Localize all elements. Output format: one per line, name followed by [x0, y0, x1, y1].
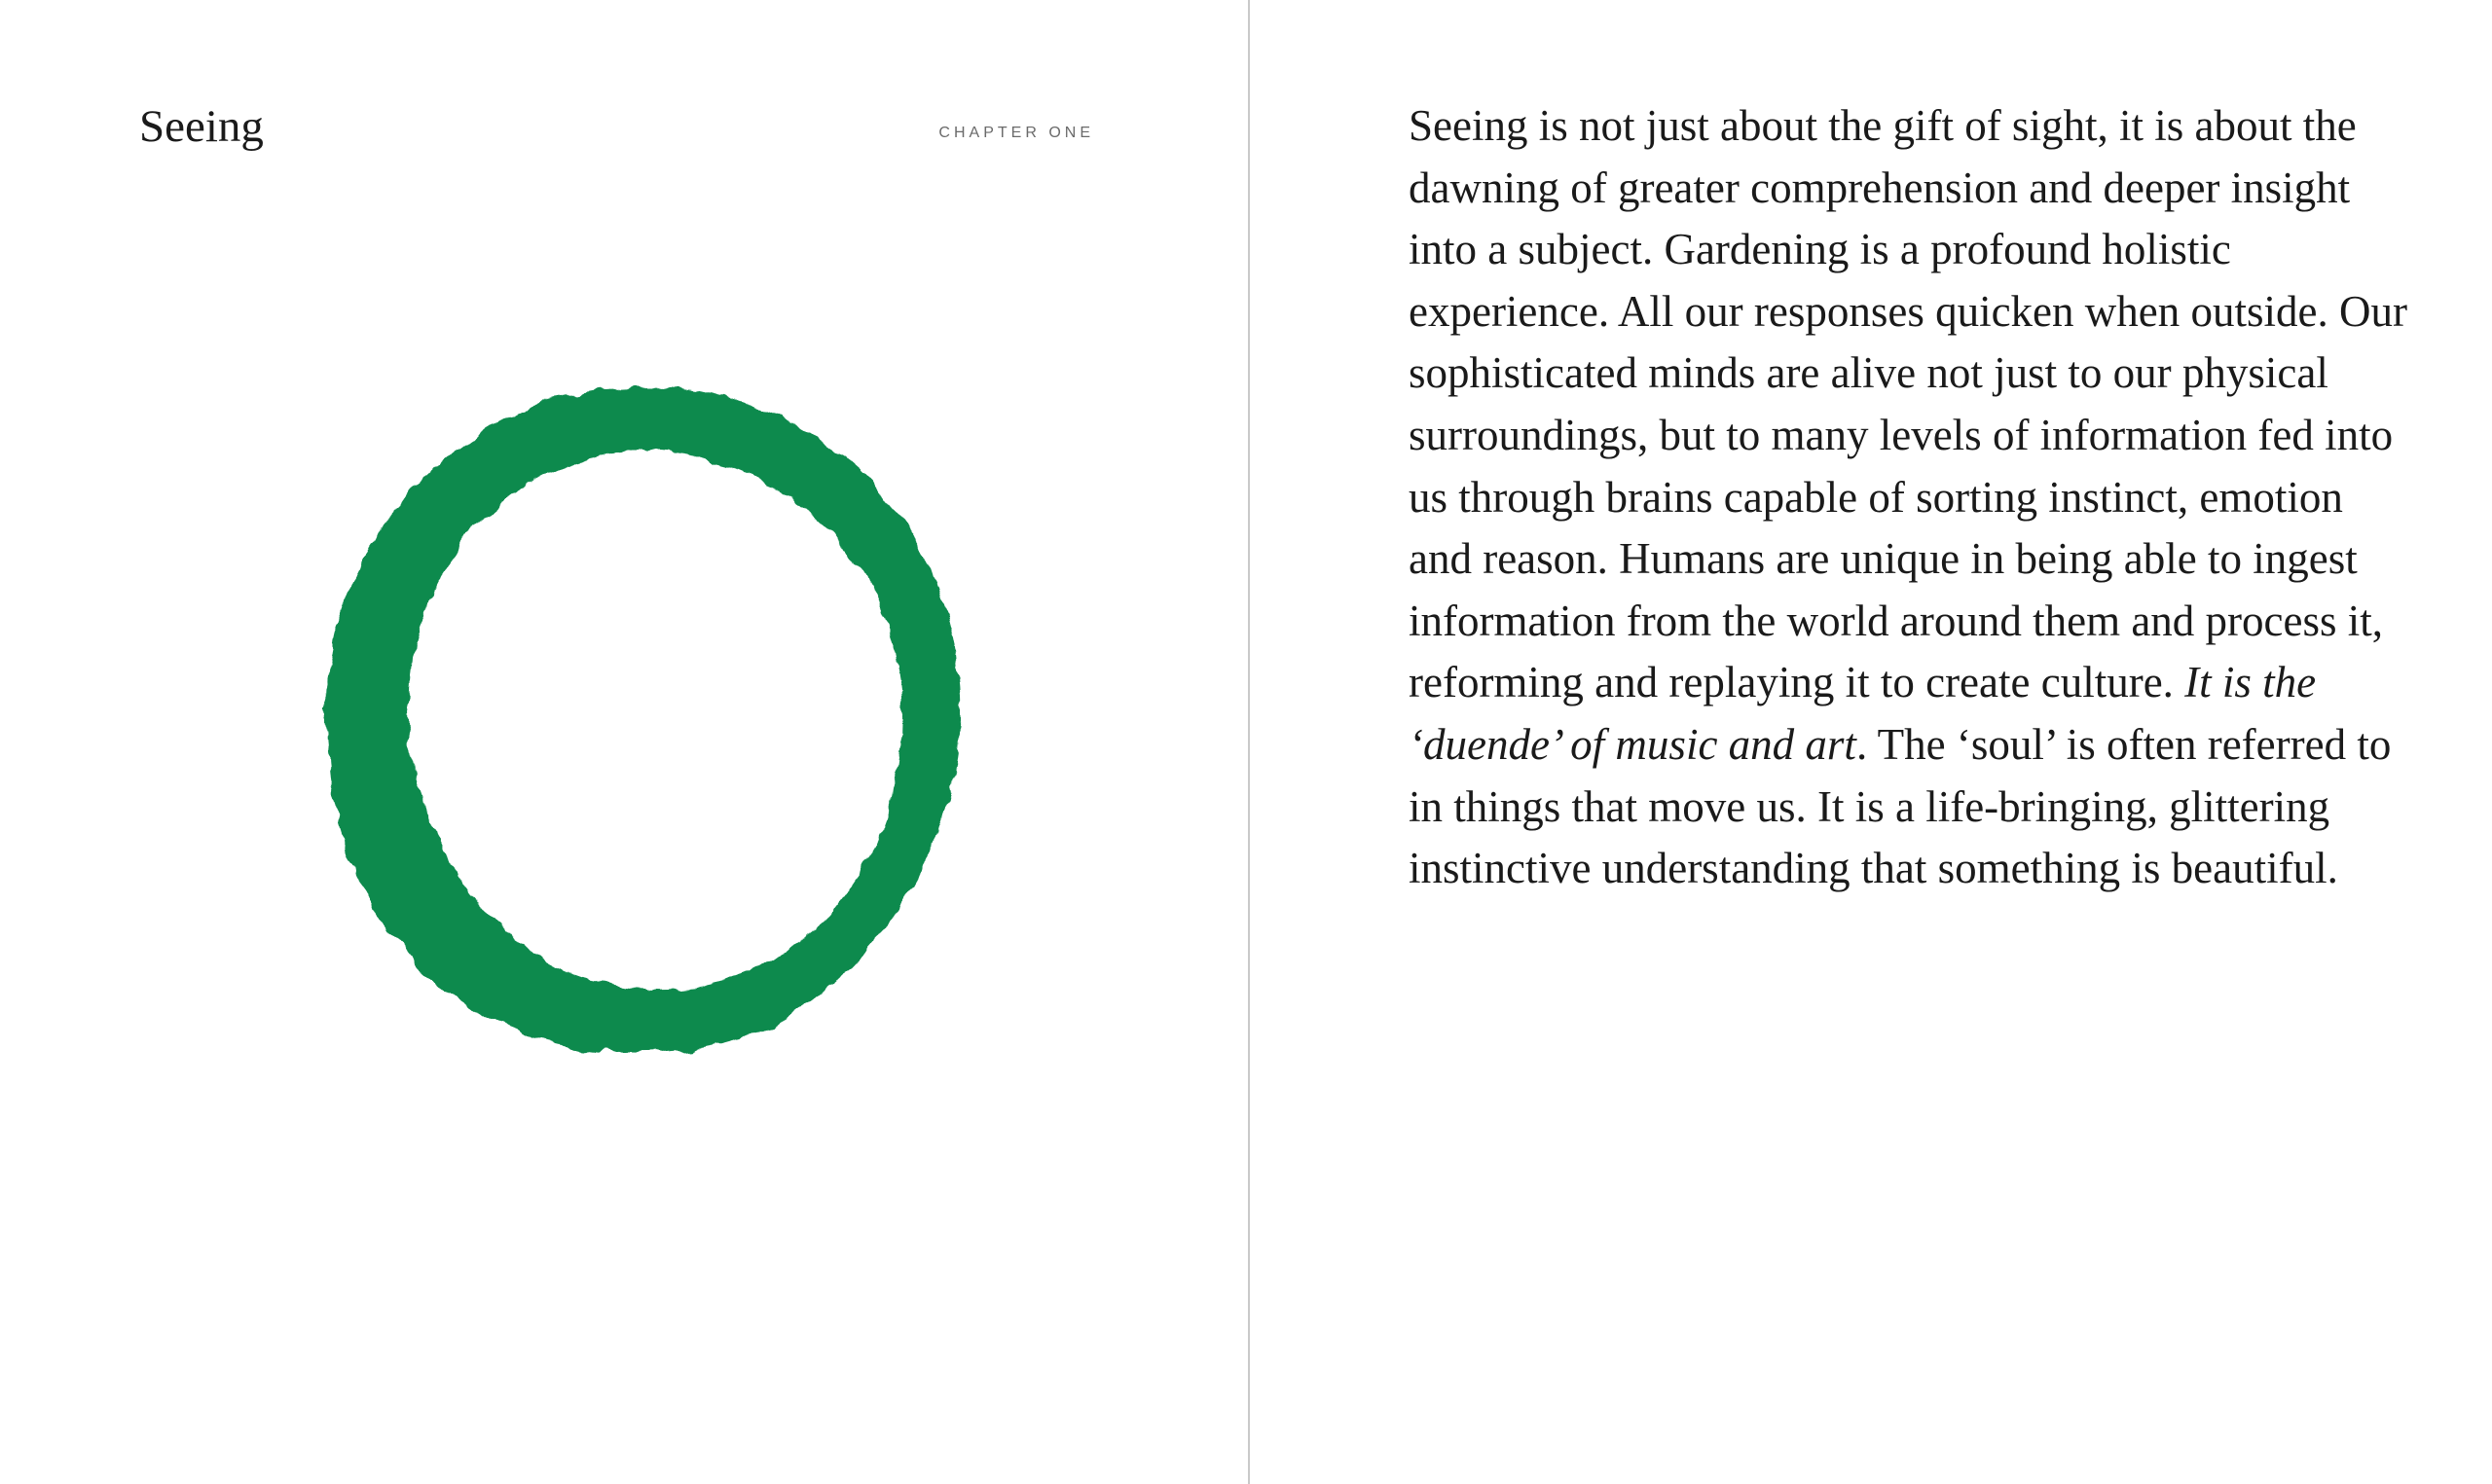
right-page	[1250, 0, 2492, 1484]
enso-ring-stroke	[325, 388, 961, 1053]
body-text-part-1: Seeing is not just about the gift of sight, it is about the dawning of greater comprehension and deeper insight into a subject. Gardening is a profound holistic experience. All our responses quicken when outside. Our sophisticated minds are alive not just to our physical surroundings, but to many levels of information fed into us through brains capable of sorting instinct, emotion and reason. Humans are unique in being able to ingest information from the world around them and process it, reforming and replaying it to create culture.	[1409, 101, 2407, 707]
body-text-part-2: . The ‘soul’ is often referred to in things that move us. It is a life-bringing, glittering instinctive understanding that something is beautiful.	[1409, 719, 2392, 893]
body-text-italic: It is the ‘duende’ of music and art	[1409, 658, 2317, 769]
chapter-label: CHAPTER ONE	[938, 125, 1094, 141]
body-paragraph	[1409, 95, 2411, 900]
chapter-title: Seeing	[139, 101, 264, 152]
enso-brush-circle-icon	[312, 375, 983, 1066]
